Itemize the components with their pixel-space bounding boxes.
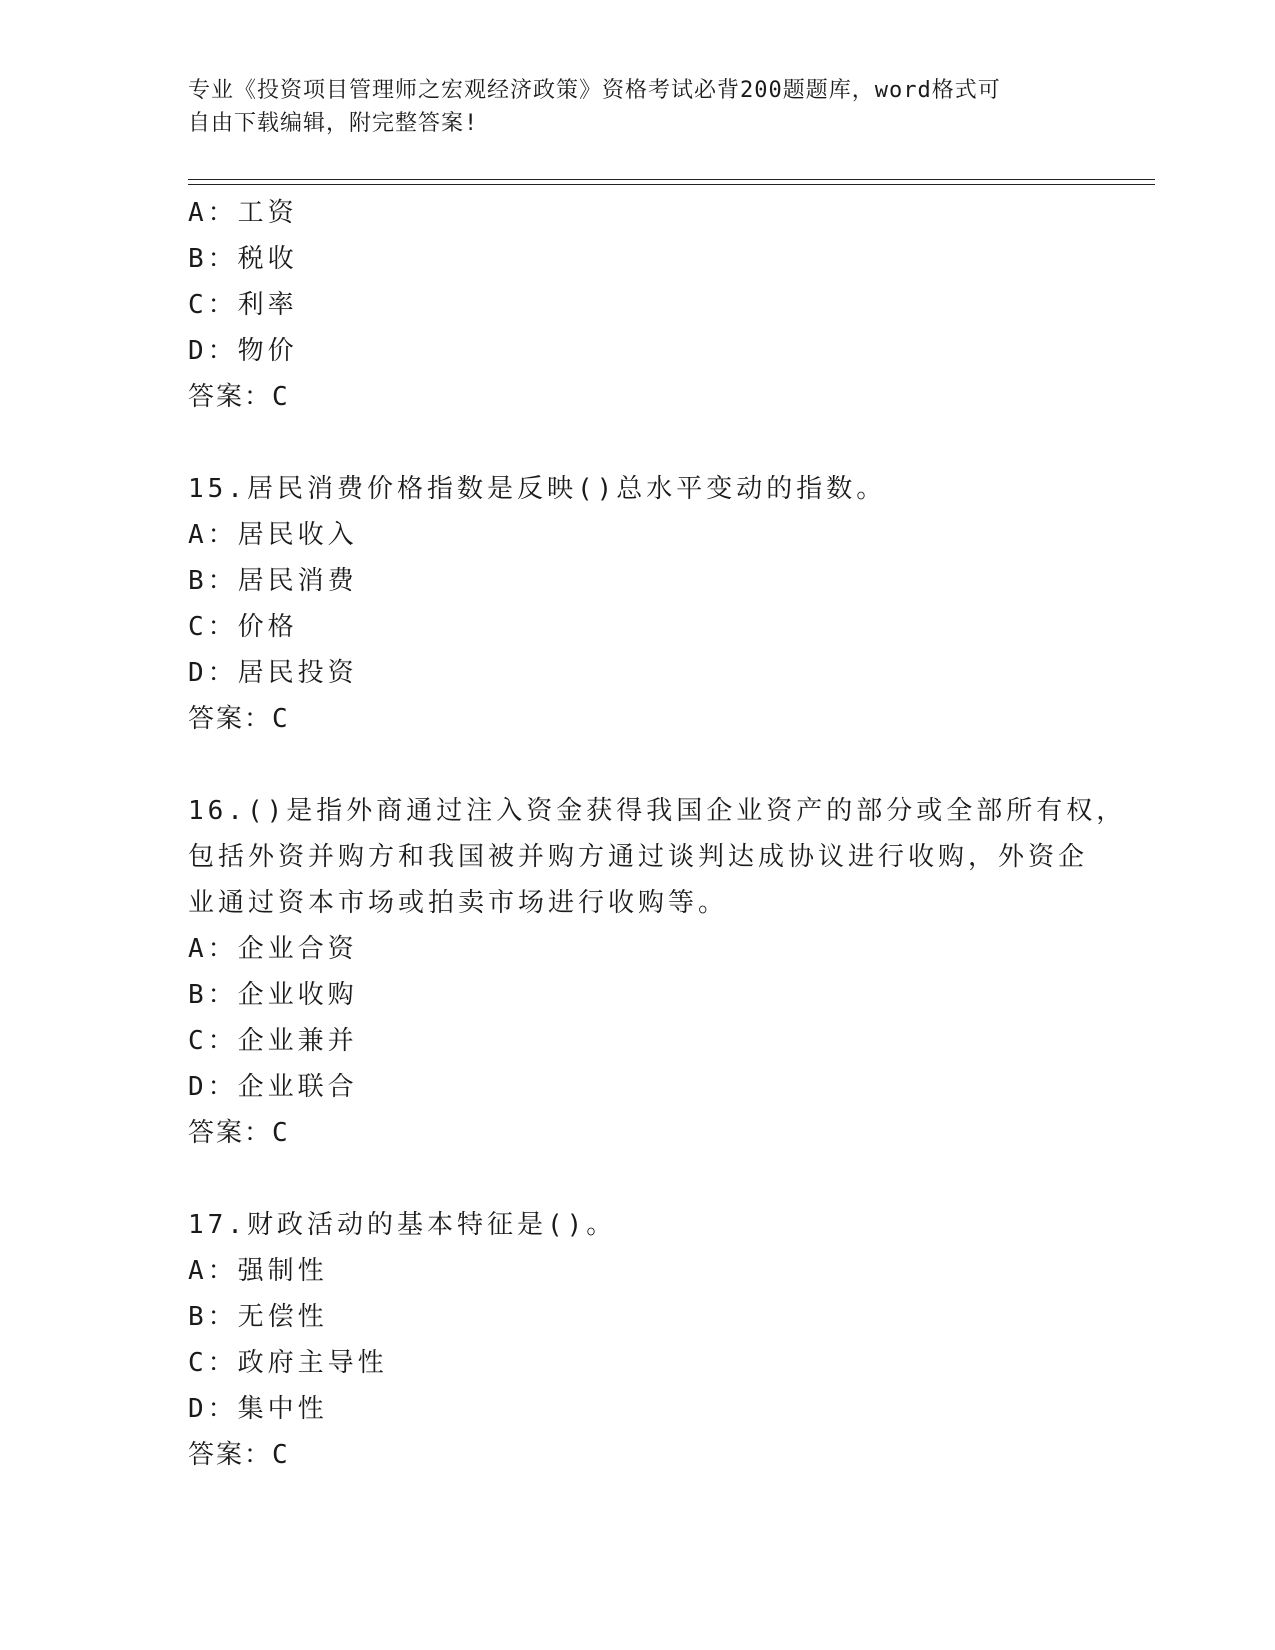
question-stem: 17.财政活动的基本特征是()。 xyxy=(188,1210,617,1240)
option-a: A：工资 xyxy=(188,198,298,228)
answer: 答案：C xyxy=(188,704,290,734)
option-a: A：居民收入 xyxy=(188,520,358,550)
question-15 xyxy=(188,466,1068,742)
option-b: B：税收 xyxy=(188,244,298,274)
answer: 答案：C xyxy=(188,1440,290,1470)
option-c: C：价格 xyxy=(188,612,298,642)
option-d: D：集中性 xyxy=(188,1394,328,1424)
question-stem-line-2: 包括外资并购方和我国被并购方通过谈判达成协议进行收购，外资企 xyxy=(188,842,1089,872)
spacer xyxy=(188,742,1068,788)
spacer xyxy=(188,420,1068,466)
option-a: A：强制性 xyxy=(188,1256,328,1286)
option-c: C：政府主导性 xyxy=(188,1348,388,1378)
option-c: C：利率 xyxy=(188,290,298,320)
option-b: B：企业收购 xyxy=(188,980,358,1010)
header-divider-bottom xyxy=(188,184,1155,185)
question-17 xyxy=(188,1202,1068,1478)
question-16 xyxy=(188,788,1127,1156)
header-title-line-2: 自由下载编辑，附完整答案! xyxy=(188,111,479,136)
option-b: B：居民消费 xyxy=(188,566,358,596)
answer: 答案：C xyxy=(188,382,290,412)
document-header xyxy=(188,74,1068,140)
question-list xyxy=(188,190,1127,1478)
answer: 答案：C xyxy=(188,1118,290,1148)
question-stem-line-3: 业通过资本市场或拍卖市场进行收购等。 xyxy=(188,888,729,918)
header-divider-top xyxy=(188,179,1155,180)
option-a: A：企业合资 xyxy=(188,934,358,964)
option-c: C：企业兼并 xyxy=(188,1026,358,1056)
option-b: B：无偿性 xyxy=(188,1302,328,1332)
spacer xyxy=(188,1156,1068,1202)
question-stem-line-1: 16.()是指外商通过注入资金获得我国企业资产的部分或全部所有权， xyxy=(188,796,1127,826)
question-14 xyxy=(188,190,1068,420)
option-d: D：居民投资 xyxy=(188,658,358,688)
question-stem: 15.居民消费价格指数是反映()总水平变动的指数。 xyxy=(188,474,887,504)
header-title-line-1: 专业《投资项目管理师之宏观经济政策》资格考试必背200题题库，word格式可 xyxy=(188,78,1001,103)
option-d: D：物价 xyxy=(188,336,298,366)
option-d: D：企业联合 xyxy=(188,1072,358,1102)
